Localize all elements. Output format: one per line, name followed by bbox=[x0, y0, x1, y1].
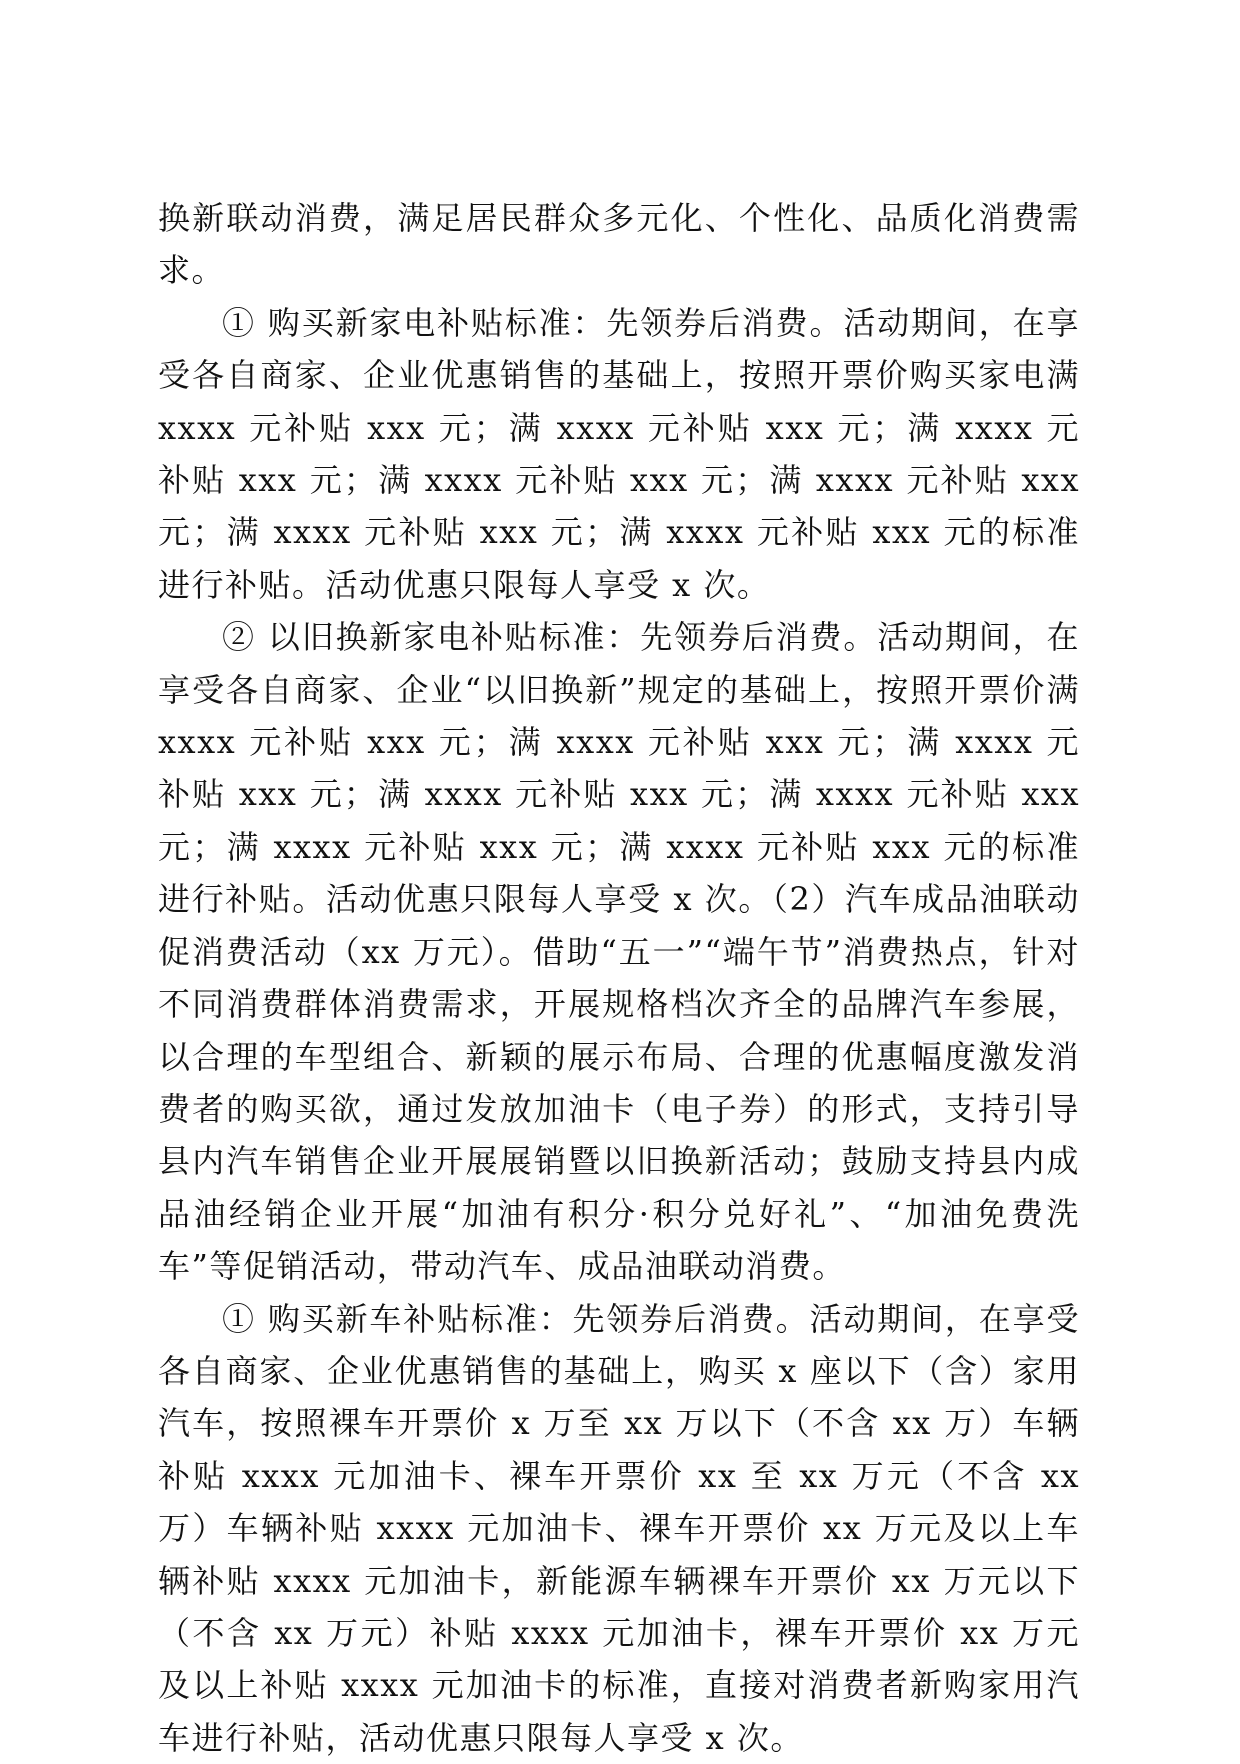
paragraph-new-car-subsidy: ① 购买新车补贴标准：先领券后消费。活动期间，在享受各自商家、企业优惠销售的基础上，购买 x 座以下（含）家用汽车，按照裸车开票价 x 万至 xx 万以下（不含 xx 万）车辆补贴 xxxx 元加油卡、裸车开票价 xx 至 xx 万元（不含 xx 万）车辆补贴 xxxx 元加油卡、裸车开票价 xx 万元及以上车辆补贴 xxxx 元加油卡，新能源车辆裸车开票价 xx 万元以下（不含 xx 万元）补贴 xxxx 元加油卡，裸车开票价 xx 万元及以上补贴 xxxx 元加油卡的标准，直接对消费者新购家用汽车进行补贴，活动优惠只限每人享受 x 次。 bbox=[158, 1299, 1080, 1757]
paragraph-trade-in-appliance-subsidy: ② 以旧换新家电补贴标准：先领券后消费。活动期间，在享受各自商家、企业“以旧换新”规定的基础上，按照开票价满 xxxx 元补贴 xxx 元；满 xxxx 元补贴 xxx 元；满 xxxx 元补贴 xxx 元；满 xxxx 元补贴 xxx 元；满 xxxx 元补贴 xxx 元；满 xxxx 元补贴 xxx 元；满 xxxx 元补贴 xxx 元的标准进行补贴。活动优惠只限每人享受 x 次。（2）汽车成品油联动促消费活动（xx 万元）。借助“五一”“端午节”消费热点，针对不同消费群体消费需求，开展规格档次齐全的品牌汽车参展，以合理的车型组合、新颖的展示布局、合理的优惠幅度激发消费者的购买欲，通过发放加油卡（电子券）的形式，支持引导县内汽车销售企业开展展销暨以旧换新活动；鼓励支持县内成品油经销企业开展“加油有积分·积分兑好礼”、“加油免费洗车”等促销活动，带动汽车、成品油联动消费。 bbox=[158, 618, 1080, 1286]
document-page bbox=[158, 192, 1080, 1764]
paragraph-continuation: 换新联动消费，满足居民群众多元化、个性化、品质化消费需求。 bbox=[158, 199, 1080, 290]
paragraph-new-appliance-subsidy: ① 购买新家电补贴标准：先领券后消费。活动期间，在享受各自商家、企业优惠销售的基础上，按照开票价购买家电满 xxxx 元补贴 xxx 元；满 xxxx 元补贴 xxx 元；满 xxxx 元补贴 xxx 元；满 xxxx 元补贴 xxx 元；满 xxxx 元补贴 xxx 元；满 xxxx 元补贴 xxx 元；满 xxxx 元补贴 xxx 元的标准进行补贴。活动优惠只限每人享受 x 次。 bbox=[158, 303, 1080, 604]
